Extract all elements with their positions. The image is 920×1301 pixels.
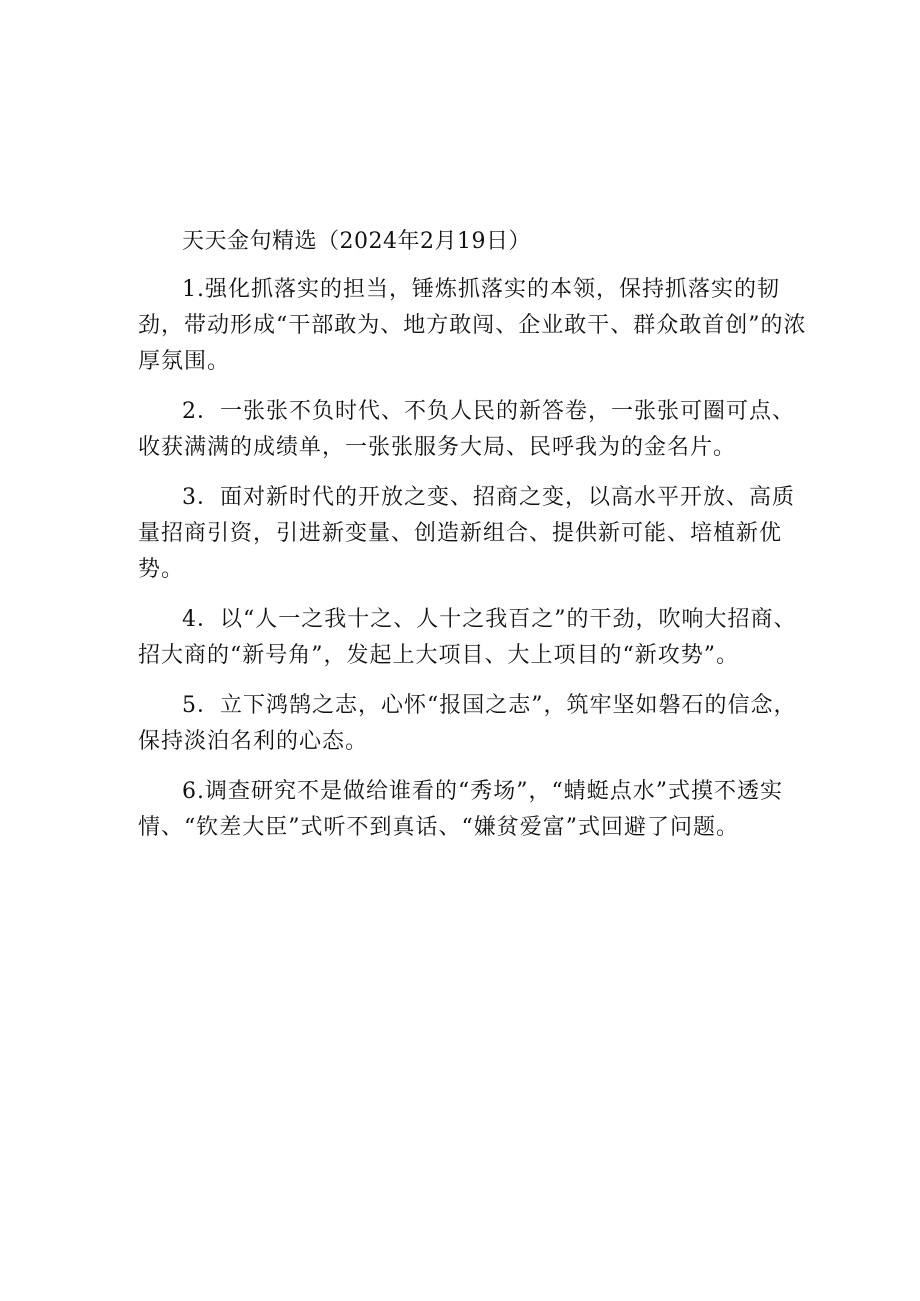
quote-item-2: 2．一张张不负时代、不负人民的新答卷，一张张可圈可点、收获满满的成绩单，一张张服务大局、民呼我为的金名片。: [138, 399, 795, 460]
quote-item-3: 3．面对新时代的开放之变、招商之变，以高水平开放、高质量招商引资，引进新变量、创造新组合、提供新可能、培植新优势。: [138, 485, 795, 582]
document-title: 天天金句精选（2024年2月19日）: [182, 229, 531, 254]
quote-item-6: 6.调查研究不是做给谁看的“秀场”，“蜻蜓点水”式摸不透实情、“钦差大臣”式听不到真话、“嫌贫爱富”式回避了问题。: [138, 779, 783, 840]
quote-item-4: 4．以“人一之我十之、人十之我百之”的干劲，吹响大招商、招大商的“新号角”，发起上大项目、大上项目的“新攻势”。: [138, 607, 797, 668]
quote-item-1: 1.强化抓落实的担当，锤炼抓落实的本领，保持抓落实的韧劲，带动形成“干部敢为、地方敢闯、企业敢干、群众敢首创”的浓厚氛围。: [138, 277, 807, 374]
document-body: [138, 224, 810, 860]
quote-item-5: 5．立下鸿鹄之志，心怀“报国之志”，筑牢坚如磐石的信念，保持淡泊名利的心态。: [138, 693, 797, 754]
